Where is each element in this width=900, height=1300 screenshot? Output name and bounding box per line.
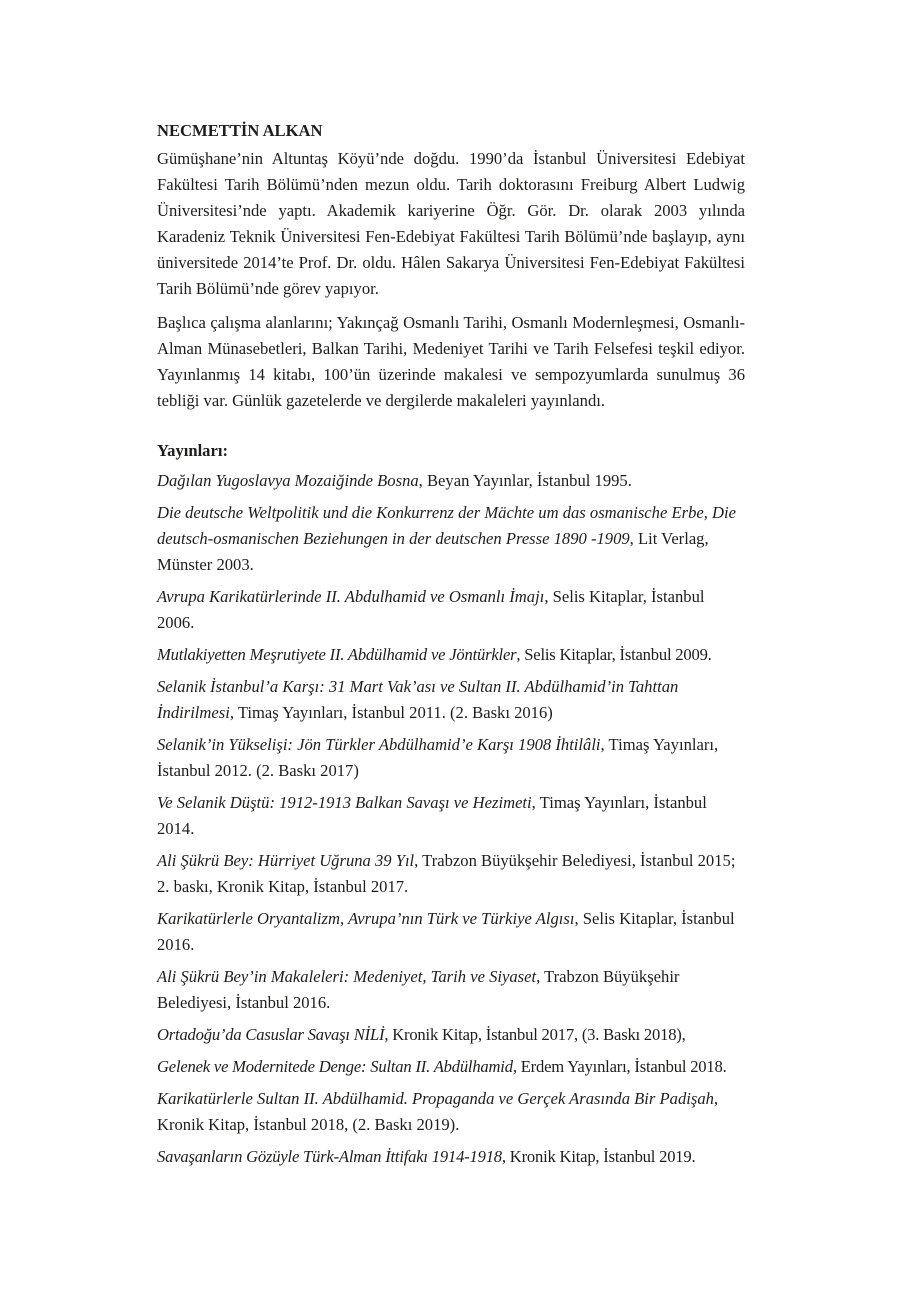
biography-page <box>157 118 745 1176</box>
publication-title: Mutlakiyetten Meşrutiyete II. Abdülhamid ve Jöntürkler <box>157 645 517 664</box>
publication-item <box>157 500 745 578</box>
publication-title: Ve Selanik Düştü: 1912-1913 Balkan Savaşı ve Hezimeti <box>157 793 532 812</box>
publication-item <box>157 848 745 900</box>
publication-details: , Kronik Kitap, İstanbul 2019. <box>501 1147 696 1166</box>
publication-title: Ortadoğu’da Casuslar Savaşı NİLİ <box>157 1025 385 1044</box>
publication-details: , Lit Verlag, Münster 2003. <box>157 529 709 574</box>
publication-title: Ali Şükrü Bey: Hürriyet Uğruna 39 Yıl <box>157 851 415 870</box>
publication-title: Selanik’in Yükselişi: Jön Türkler Abdülhamid’e Karşı 1908 İhtilâli <box>157 735 601 754</box>
publication-details: , Trabzon Büyükşehir Belediyesi, İstanbul 2016. <box>157 967 680 1012</box>
publication-item <box>157 674 745 726</box>
publications-heading: Yayınları: <box>157 441 228 460</box>
publication-item <box>157 1144 745 1170</box>
publication-title: Avrupa Karikatürlerinde II. Abdulhamid ve Osmanlı İmajı <box>157 587 545 606</box>
publication-item <box>157 468 745 494</box>
publication-item <box>157 732 745 784</box>
publication-details: , Selis Kitaplar, İstanbul 2009. <box>516 645 712 664</box>
publication-list <box>157 468 745 1170</box>
publication-title: Ali Şükrü Bey’in Makaleleri: Medeniyet, Tarih ve Siyaset <box>157 967 537 986</box>
publication-details: , Timaş Yayınları, İstanbul 2011. (2. Baskı 2016) <box>229 703 553 722</box>
publication-item <box>157 790 745 842</box>
publication-details: , Selis Kitaplar, İstanbul 2006. <box>157 587 705 632</box>
bio-paragraph: Gümüşhane’nin Altuntaş Köyü’nde doğdu. 1990’da İstanbul Üniversitesi Edebiyat Fakültesi Tarih Bölümü’nden mezun oldu. Tarih doktorasını Freiburg Albert Ludwig Üniversitesi’nde yaptı. Akademik kariyerine Öğr. Gör. Dr. olarak 2003 yılında Karadeniz Teknik Üniversitesi Fen-Edebiyat Fakültesi Tarih Bölümü’nde başlayıp, aynı üniversitede 2014’te Prof. Dr. oldu. Hâlen Sakarya Üniversitesi Fen-Edebiyat Fakültesi Tarih Bölümü’nde görev yapıyor. <box>157 149 745 298</box>
publication-details: , Kronik Kitap, İstanbul 2017, (3. Baskı 2018), <box>384 1025 686 1044</box>
publication-details: , Timaş Yayınları, İstanbul 2014. <box>157 793 707 838</box>
publication-title: Gelenek ve Modernitede Denge: Sultan II. Abdülhamid, <box>157 1057 517 1076</box>
publication-details: , Beyan Yayınlar, İstanbul 1995. <box>418 471 632 490</box>
publication-item <box>157 1022 745 1048</box>
publication-title: Karikatürlerle Sultan II. Abdülhamid. Propaganda ve Gerçek Arasında Bir Padişah <box>157 1089 714 1108</box>
bio-paragraph: Başlıca çalışma alanlarını; Yakınçağ Osmanlı Tarihi, Osmanlı Modernleşmesi, Osmanlı-Alman Münasebetleri, Balkan Tarihi, Medeniyet Tarihi ve Tarih Felsefesi teşkil ediyor. Yayınlanmış 14 kitabı, 100’ün üzerinde makalesi ve sempozyumlarda sunulmuş 36 tebliği var. Günlük gazetelerde ve dergilerde makaleleri yayınlandı. <box>157 313 745 410</box>
publication-details: , Trabzon Büyükşehir Belediyesi, İstanbul 2015; 2. baskı, Kronik Kitap, İstanbul 2017. <box>157 851 736 896</box>
publication-item <box>157 1054 745 1080</box>
publication-title: Savaşanların Gözüyle Türk-Alman İttifakı 1914-1918 <box>157 1147 502 1166</box>
publication-details: , Selis Kitaplar, İstanbul 2016. <box>157 909 735 954</box>
publication-title: Karikatürlerle Oryantalizm, Avrupa’nın Türk ve Türkiye Algısı <box>157 909 575 928</box>
publication-details: , Kronik Kitap, İstanbul 2018, (2. Baskı 2019). <box>157 1089 719 1134</box>
publication-title: Die deutsche Weltpolitik und die Konkurrenz der Mächte um das osmanische Erbe, Die deutsch-osmanischen Beziehungen in der deutschen Presse 1890 -1909 <box>157 503 736 548</box>
publication-title: Selanik İstanbul’a Karşı: 31 Mart Vak’ası ve Sultan II. Abdülhamid’in Tahttan İndirilmesi <box>157 677 679 722</box>
publication-item <box>157 584 745 636</box>
publication-item <box>157 1086 745 1138</box>
publication-item <box>157 964 745 1016</box>
publication-details: , Timaş Yayınları, İstanbul 2012. (2. Baskı 2017) <box>157 735 719 780</box>
publication-details: Erdem Yayınları, İstanbul 2018. <box>516 1057 727 1076</box>
publication-title: Dağılan Yugoslavya Mozaiğinde Bosna <box>157 471 419 490</box>
publication-item <box>157 642 745 668</box>
publication-item <box>157 906 745 958</box>
author-name: NECMETTİN ALKAN <box>157 121 323 140</box>
